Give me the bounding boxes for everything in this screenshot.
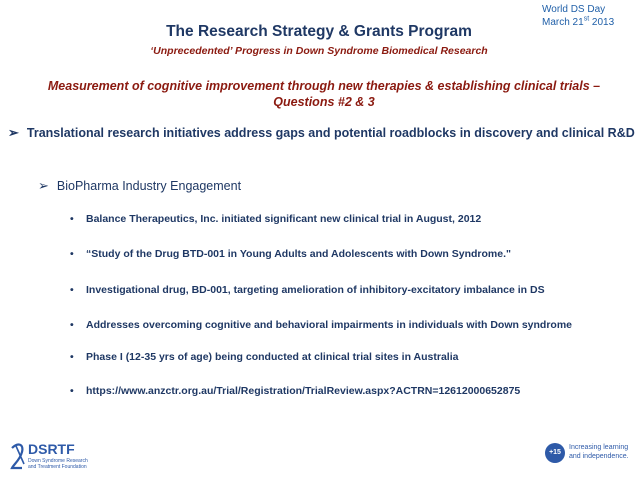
logo-tagline-1: Down Syndrome Research [28,458,88,464]
badge-line-1: Increasing learning [569,444,629,451]
event-date-main: March 21 [542,17,584,28]
bullet-dot-icon: • [70,213,74,225]
page-subtitle: ‘Unprecedented’ Progress in Down Syndrome Biomedical Research [150,45,488,57]
list-item-text: Phase I (12-35 yrs of age) being conducted at clinical trial sites in Australia [86,351,459,363]
sub-point [38,178,241,194]
logo-tagline-2: and Treatment Foundation [28,464,87,470]
section-heading: Measurement of cognitive improvement through new therapies & establishing clinical trials – Questions #2 & 3 [47,79,601,109]
list-item [70,351,458,363]
dsrtf-logo [8,438,98,472]
bullet-dot-icon: • [70,385,74,397]
badge-text [569,443,629,461]
event-name: World DS Day [542,4,606,15]
list-item-text: Investigational drug, BD-001, targeting amelioration of inhibitory-excitatory imbalance in DS [86,284,545,296]
list-item [70,248,511,260]
list-item-text: Addresses overcoming cognitive and behavioral impairments in individuals with Down syndrome [86,319,573,331]
sub-point-text: BioPharma Industry Engagement [56,179,242,193]
list-item [70,284,545,296]
bullet-dot-icon: • [70,319,74,331]
bullet-dot-icon: • [70,284,74,296]
bullet-dot-icon: • [70,351,74,363]
page-title: The Research Strategy & Grants Program [166,23,472,40]
arrow-bullet-icon: ➢ [8,125,19,140]
badge-circle: +15 [545,443,565,463]
event-date-year: 2013 [589,17,615,28]
list-item [70,213,481,225]
trial-link[interactable]: https://www.anzctr.org.au/Trial/Registration/TrialReview.aspx?ACTRN=12612000652875 [86,385,521,397]
bullet-dot-icon: • [70,248,74,260]
main-point [8,125,635,141]
list-item[interactable] [70,385,520,397]
learning-badge [545,441,633,471]
list-item-text: Balance Therapeutics, Inc. initiated significant new clinical trial in August, 2012 [86,213,482,225]
event-date-suffix: st [583,15,590,23]
list-item-text: “Study of the Drug BTD-001 in Young Adults and Adolescents with Down Syndrome." [86,248,511,260]
logo-text: DSRTF [28,441,75,457]
badge-line-2: and independence. [569,453,629,460]
arrow-bullet-icon: ➢ [38,178,49,193]
main-point-text: Translational research initiatives address gaps and potential roadblocks in discovery and clinical R&D [26,126,635,140]
list-item [70,319,572,331]
